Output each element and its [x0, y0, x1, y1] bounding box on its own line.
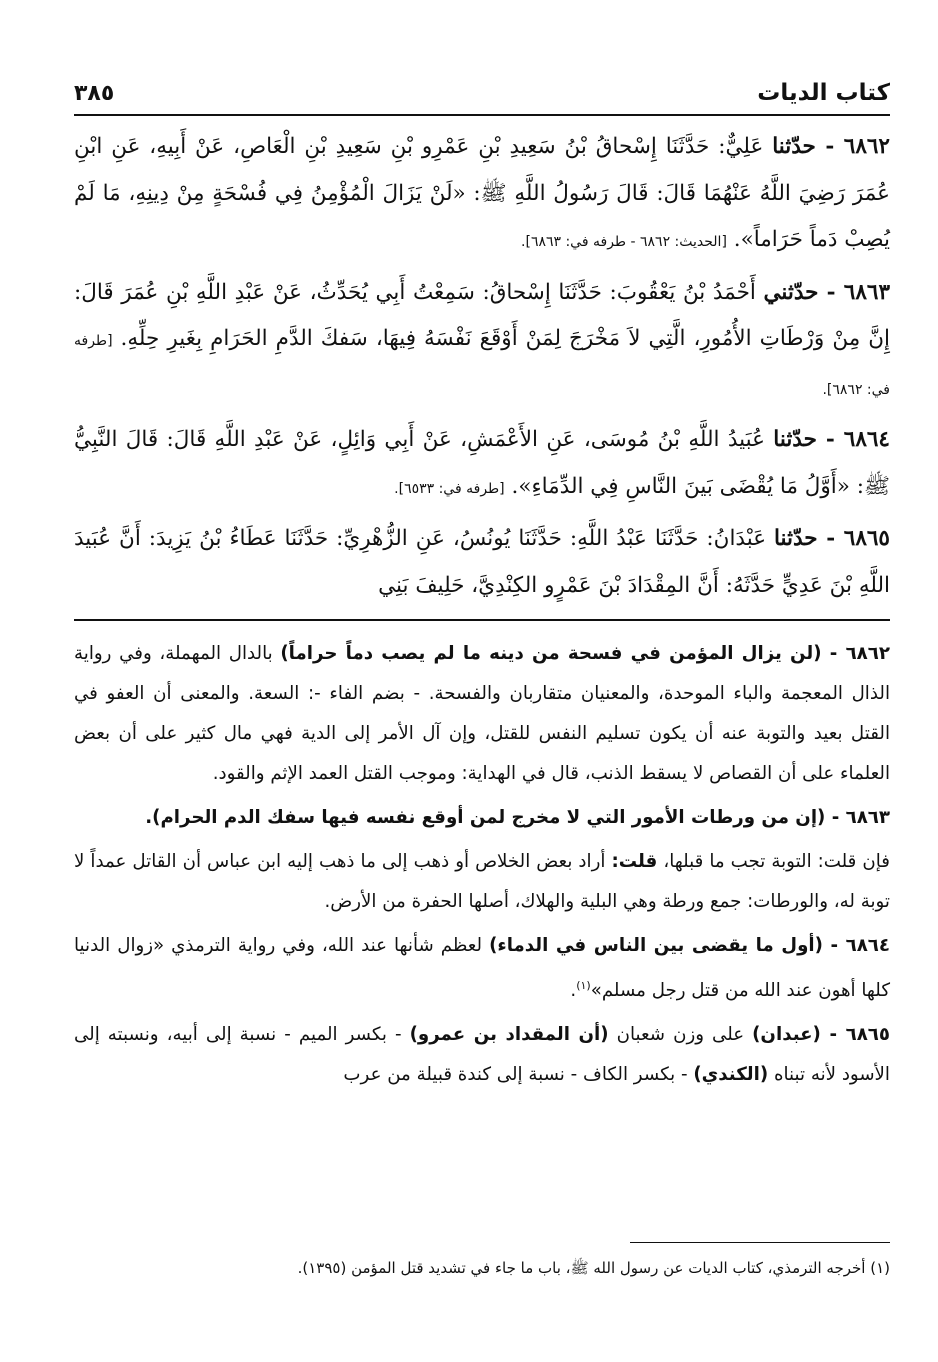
- hadith-6864: [74, 417, 890, 512]
- commentary-section: [74, 634, 890, 1099]
- commentary-quote: (أول ما يقضى بين الناس في الدماء): [489, 935, 823, 956]
- commentary-quote: (لن يزال المؤمن في فسحة من دينه ما لم يصب دماً حراماً): [280, 643, 822, 664]
- commentary-keyword: قلت:: [611, 851, 658, 872]
- hadith-text-section: [74, 124, 890, 613]
- commentary-body: على وزن شعبان: [608, 1024, 753, 1046]
- commentary-6863: [74, 798, 890, 838]
- hadith-opening: حدّثني: [763, 279, 819, 305]
- commentary-number: ٦٨٦٢ -: [821, 643, 890, 664]
- header-divider: [74, 114, 890, 116]
- hadith-reference: [طرفه في: ٦٨٦٢].: [74, 333, 890, 398]
- hadith-body: عَلِيٌّ: حَدَّثَنَا إِسْحاقُ بْنُ سَعِيدِ بْنِ عَمْرِو بْنِ سَعِيدِ بْنِ الْعَاصِ، عَنْ أَبِيهِ، عَنِ ابْنِ عُمَرَ رَضِيَ اللَّهُ عَنْهُمَا قَالَ: قَالَ رَسُولُ اللَّهِ ﷺ: «لَنْ يَزَالَ الْمُؤْمِنُ فِي فُسْحَةٍ مِنْ دِينِهِ، مَا لَمْ يُصِبْ دَماً حَرَاماً».: [74, 134, 890, 252]
- commentary-number: ٦٨٦٣ -: [825, 807, 890, 828]
- commentary-quote: (إن من ورطات الأمور التي لا مخرج لمن أوقع نفسه فيها سفك الدم الحرام).: [145, 807, 826, 828]
- hadith-opening: حدّثنا: [774, 526, 818, 551]
- commentary-body: - بكسر الكاف - نسبة إلى كندة قبيلة من عرب: [343, 1064, 694, 1086]
- hadith-number: ٦٨٦٣ -: [818, 279, 890, 305]
- hadith-number: ٦٨٦٤ -: [816, 427, 890, 452]
- commentary-body: بالدال المهملة، وفي رواية الذال المعجمة والباء الموحدة، والمعنيان متقاربان والفسحة. - بضم الفاء -: السعة. والمعنى أن العفو في القتل بعيد والتوبة عنه أن يكون تسليم النفس للقتل، وإن آل الأمر إلى الدية فهي مال كثير على أن بعض العلماء على أن القصاص لا يسقط الذنب، قال في الهداية: وموجب القتل العمد الإثم والقود.: [74, 643, 890, 784]
- commentary-quote: (عبدان): [752, 1024, 821, 1046]
- text-commentary-divider: [74, 619, 890, 621]
- page-header: [74, 66, 890, 106]
- page-number: ٣٨٥: [74, 81, 115, 106]
- commentary-6863-explanation: [74, 842, 890, 922]
- footnote-text: أخرجه الترمذي، كتاب الديات عن رسول الله ﷺ، باب ما جاء في تشديد قتل المؤمن (١٣٩٥).: [297, 1259, 871, 1277]
- commentary-quote: (أن المقداد بن عمرو): [409, 1024, 609, 1046]
- hadith-body: عَبْدَانُ: حَدَّثَنَا عَبْدُ اللَّهِ: حَدَّثَنَا يُونُسُ، عَنِ الزُّهْرِيِّ: حَدَّثَنَا عَطَاءُ بْنُ يَزِيدَ: أَنَّ عُبَيدَ اللَّهِ بْنَ عَدِيٍّ حَدَّثَهُ: أَنَّ المِقْدَادَ بْنَ عَمْرٍو الكِنْدِيَّ، حَلِيفَ بَنِي: [74, 526, 890, 598]
- hadith-body: أَحْمَدُ بْنُ يَعْقُوبَ: حَدَّثَنَا إِسْحاقُ: سَمِعْتُ أَبِي يُحَدِّثُ، عَنْ عَبْدِ اللَّهِ بْنِ عُمَرَ قَالَ: إِنَّ مِنْ وَرْطَاتِ الأُمُورِ، الَّتِي لاَ مَخْرَجَ لِمَنْ أَوْقَعَ نَفْسَهُ فِيهَا، سَفكَ الدَّمِ الحَرَامِ بِغَيرِ حِلِّهِ.: [74, 279, 890, 351]
- footnote-divider: [630, 1242, 890, 1243]
- footnote-marker[interactable]: (١): [576, 979, 591, 992]
- hadith-opening: حدّثنا: [772, 134, 816, 159]
- commentary-number: ٦٨٦٤ -: [822, 935, 890, 956]
- commentary-6862: [74, 634, 890, 794]
- hadith-opening: حدّثنا: [773, 427, 817, 452]
- commentary-body: لعظم شأنها عند الله، وفي رواية الترمذي «زوال الدنيا كلها أهون عند الله من قتل رجل مسلم»: [74, 935, 890, 1002]
- hadith-6865: [74, 516, 890, 609]
- footnote-number: (١): [870, 1259, 890, 1277]
- hadith-number: ٦٨٦٢ -: [815, 134, 890, 159]
- commentary-6864: [74, 926, 890, 1011]
- hadith-6863: [74, 270, 890, 414]
- footnote: [74, 1254, 890, 1282]
- commentary-number: ٦٨٦٥ -: [820, 1024, 891, 1046]
- hadith-number: ٦٨٦٥ -: [817, 526, 890, 551]
- commentary-body: - بكسر الميم - نسبة إلى أبيه، ونسبته إلى الأسود لأنه تبناه: [74, 1024, 890, 1086]
- hadith-6862: [74, 124, 890, 266]
- commentary-6865: [74, 1015, 890, 1095]
- book-title: كتاب الديات: [757, 80, 890, 106]
- commentary-body: أراد بعض الخلاص أو ذهب إلى ما ذهب إليه ابن عباس أن القاتل عمداً لا توبة له، والورطات: جمع ورطة وهي البلية والهلاك، أصلها الحفرة من الأرض.: [74, 851, 890, 912]
- commentary-quote: (الكندي): [693, 1064, 769, 1086]
- hadith-reference: [طرفه في: ٦٥٣٣].: [394, 480, 505, 497]
- commentary-body: فإن قلت: التوبة تجب ما قبلها،: [657, 851, 890, 872]
- commentary-end: .: [570, 980, 577, 1002]
- hadith-reference: [الحديث: ٦٨٦٢ - طرفه في: ٦٨٦٣].: [521, 234, 727, 250]
- hadith-body: عُبَيدُ اللَّهِ بْنُ مُوسَى، عَنِ الأَعْمَشِ، عَنْ أَبِي وَائِلٍ، عَنْ عَبْدِ اللَّهِ قَالَ: قَالَ النَّبِيُّ ﷺ: «أَوَّلُ مَا يُقْضَى بَينَ النَّاسِ فِي الدِّمَاءِ».: [74, 427, 890, 499]
